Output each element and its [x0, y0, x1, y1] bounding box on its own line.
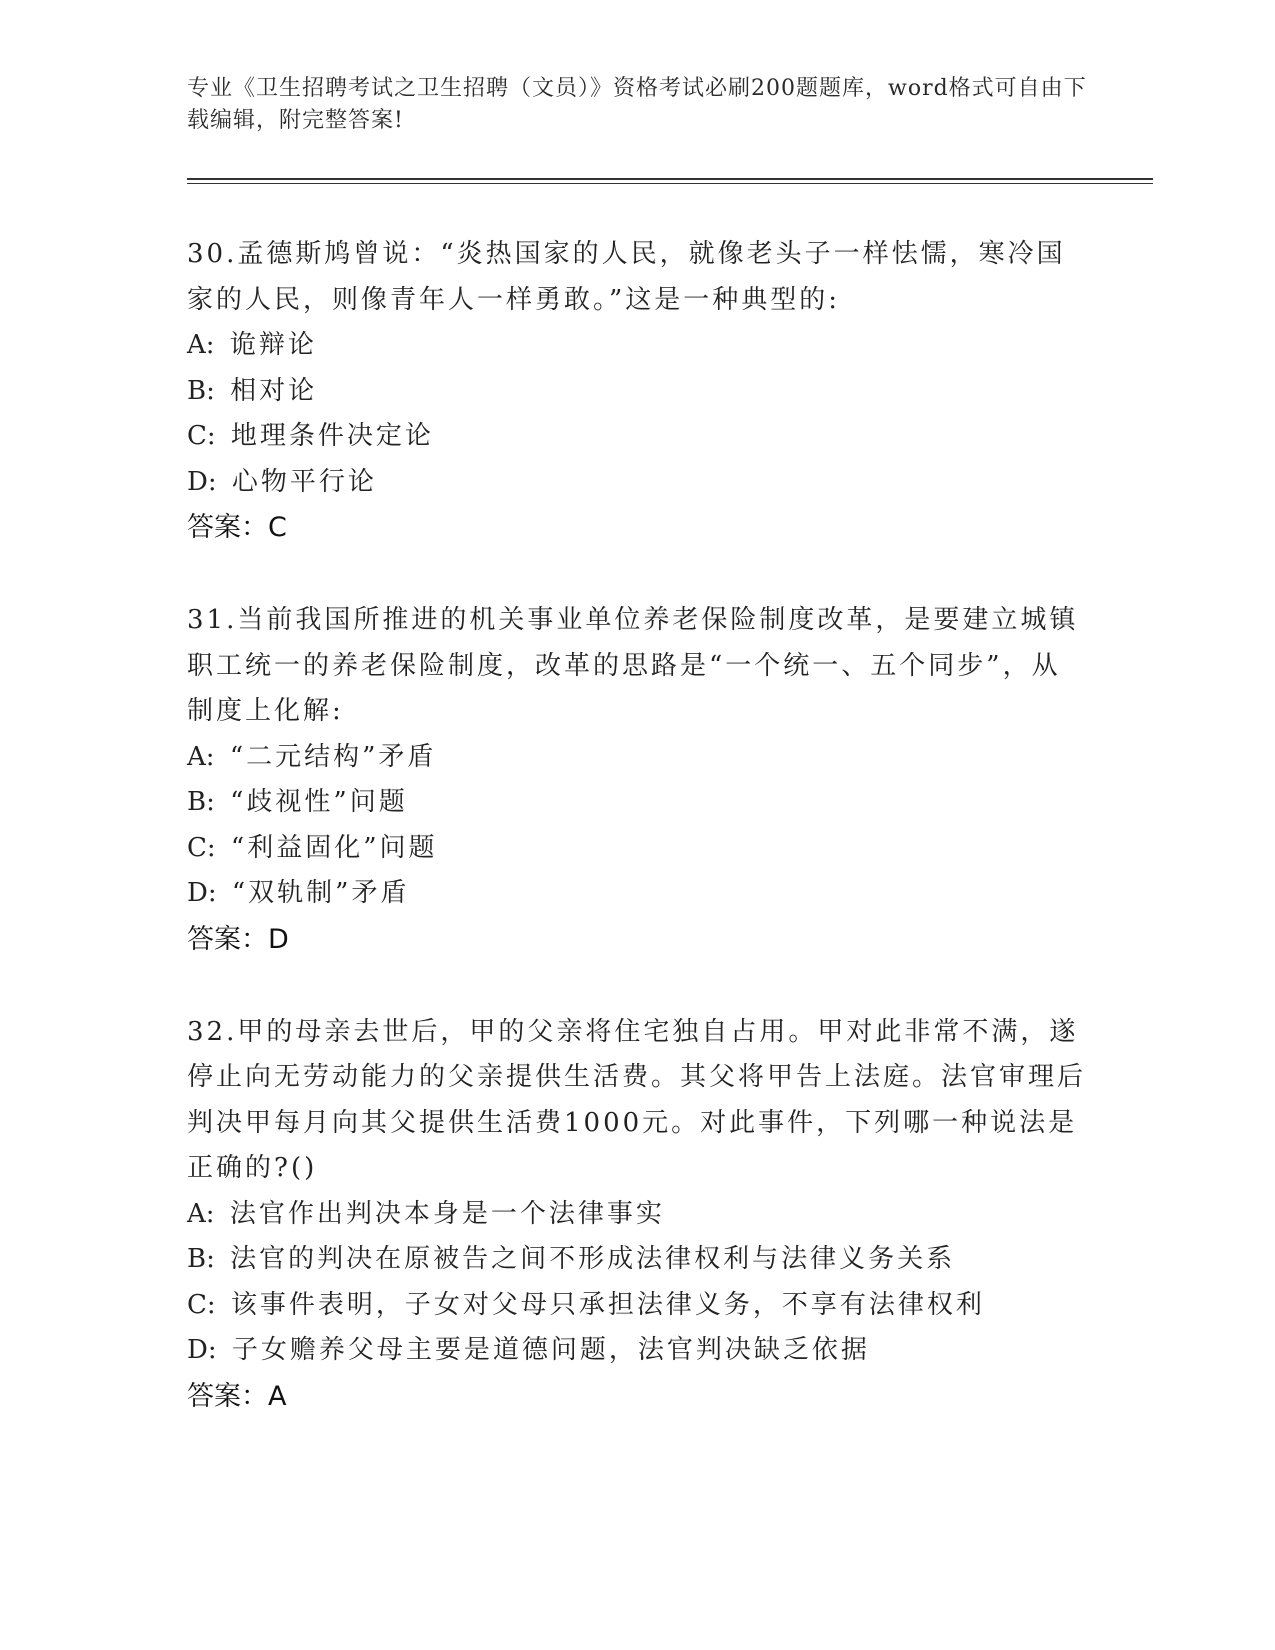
option-key: B: [187, 375, 215, 406]
option-key: D: [187, 466, 217, 497]
header-divider [187, 178, 1153, 184]
answer: 答案：C [187, 512, 287, 543]
option-b [187, 1237, 1087, 1283]
option-key: D: [187, 1335, 217, 1365]
option-key: B: [187, 787, 215, 817]
option-text: 相对论 [230, 375, 318, 406]
question-31 [187, 598, 1087, 963]
option-c [187, 1283, 1087, 1329]
option-text: 子女赡养父母主要是道德问题，法官判决缺乏依据 [231, 1335, 870, 1365]
option-key: D: [187, 878, 217, 908]
option-c [187, 414, 1087, 460]
option-key: A: [187, 330, 215, 360]
option-text: “歧视性”问题 [230, 787, 408, 817]
question-32 [187, 1010, 1087, 1420]
question-list [187, 232, 1087, 1467]
option-text: 诡辩论 [229, 330, 317, 360]
option-key: B: [187, 1244, 215, 1274]
question-stem: 30.孟德斯鸠曾说：“炎热国家的人民，就像老头子一样怯懦，寒冷国家的人民，则像青年人一样勇敢。”这是一种典型的: [187, 239, 1066, 315]
question-30 [187, 232, 1087, 551]
option-key: C: [187, 832, 216, 863]
question-stem: 32.甲的母亲去世后，甲的父亲将住宅独自占用。甲对此非常不满，遂停止向无劳动能力的父亲提供生活费。其父将甲告上法庭。法官审理后判决甲每月向其父提供生活费1000元。对此事件，下列哪一种说法是正确的?() [187, 1016, 1087, 1183]
document-header: 专业《卫生招聘考试之卫生招聘（文员）》资格考试必刷200题题库，word格式可自由下载编辑，附完整答案! [187, 76, 1087, 133]
option-a [187, 1192, 1087, 1238]
option-c [187, 826, 1087, 872]
option-b [187, 780, 1087, 826]
answer: 答案：D [187, 923, 289, 955]
option-text: “二元结构”矛盾 [229, 741, 437, 772]
option-text: 心物平行论 [231, 466, 377, 497]
option-text: 该事件表明，子女对父母只承担法律义务，不享有法律权利 [230, 1289, 985, 1320]
option-text: 法官的判决在原被告之间不形成法律权利与法律义务关系 [230, 1244, 956, 1274]
option-text: “利益固化”问题 [230, 832, 438, 863]
option-d [187, 1328, 1087, 1374]
option-d [187, 871, 1087, 917]
option-text: 地理条件决定论 [230, 421, 434, 451]
question-stem: 31.当前我国所推进的机关事业单位养老保险制度改革，是要建立城镇职工统一的养老保险制度，改革的思路是“一个统一、五个同步”，从制度上化解: [187, 605, 1079, 726]
option-text: 法官作出判决本身是一个法律事实 [229, 1198, 665, 1229]
option-key: A: [187, 1198, 215, 1229]
option-key: C: [187, 421, 216, 451]
answer: 答案：A [187, 1380, 287, 1412]
option-b [187, 369, 1087, 415]
option-d [187, 460, 1087, 506]
option-key: C: [187, 1289, 216, 1320]
option-a [187, 323, 1087, 369]
option-key: A: [187, 741, 215, 772]
option-text: “双轨制”矛盾 [231, 878, 410, 908]
option-a [187, 735, 1087, 781]
